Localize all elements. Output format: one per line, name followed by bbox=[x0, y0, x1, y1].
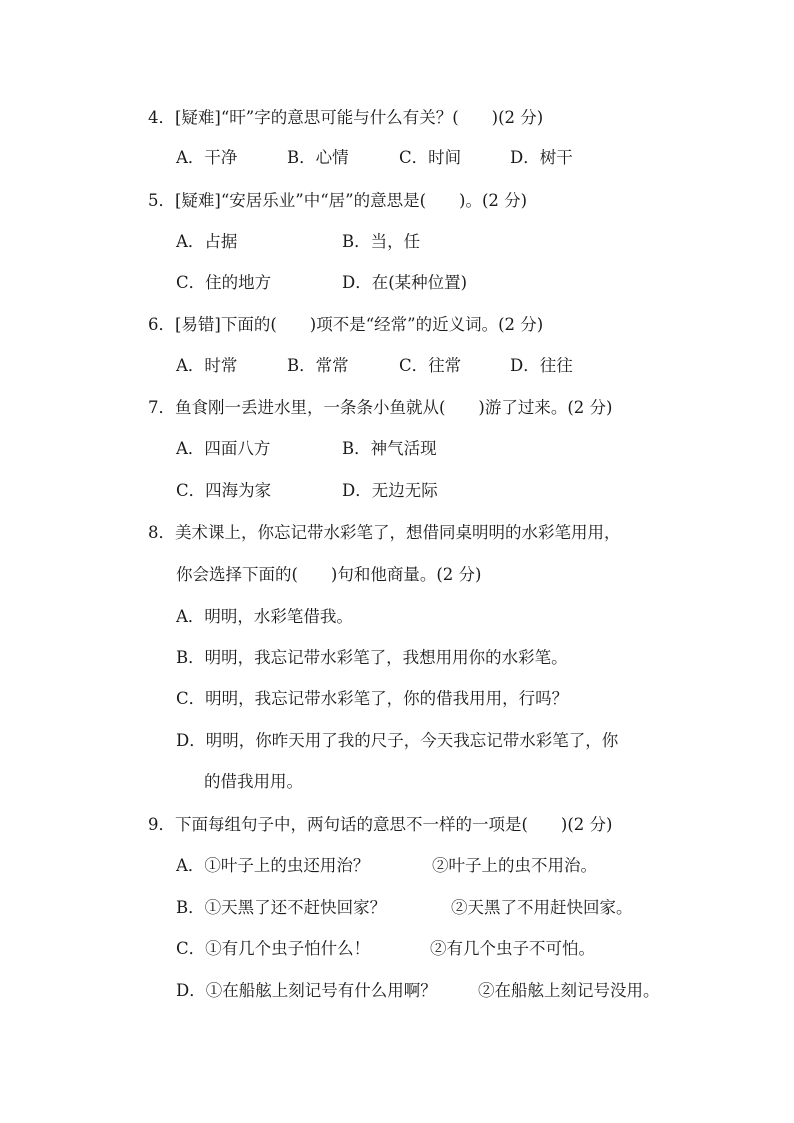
question-7-option-d: D．无边无际 bbox=[342, 481, 438, 500]
question-9-option-d-first: D．①在船舷上刻记号有什么用啊？ bbox=[176, 981, 437, 1000]
question-9-option-d-second: ②在船舷上刻记号没用。 bbox=[478, 981, 660, 1000]
question-8-stem-line2: 你会选择下面的( )句和他商量。(2 分) bbox=[176, 565, 482, 584]
question-5-option-a: A．占据 bbox=[176, 232, 238, 251]
question-8-option-a: A．明明，水彩笔借我。 bbox=[176, 607, 353, 626]
question-4-stem: 4．[疑难]“旰”字的意思可能与什么有关？( )(2 分) bbox=[148, 108, 544, 127]
question-4-option-d: D．树干 bbox=[510, 148, 573, 167]
question-9-option-c-first: C．①有几个虫子怕什么！ bbox=[176, 939, 371, 958]
question-9-stem: 9．下面每组句子中，两句话的意思不一样的一项是( )(2 分) bbox=[148, 815, 613, 834]
question-6-option-c: C．往常 bbox=[399, 356, 462, 375]
question-6-stem: 6．[易错]下面的( )项不是“经常”的近义词。(2 分) bbox=[148, 315, 544, 334]
question-9-option-a-first: A．①叶子上的虫还用治？ bbox=[176, 856, 370, 875]
question-6-option-d: D．往往 bbox=[510, 356, 573, 375]
question-8-option-c: C．明明，我忘记带水彩笔了，你的借我用用，行吗？ bbox=[176, 689, 569, 708]
question-9-option-a-second: ②叶子上的虫不用治。 bbox=[432, 856, 597, 875]
question-5-stem: 5．[疑难]“安居乐业”中“居”的意思是( )。(2 分) bbox=[148, 191, 528, 210]
question-4-option-c: C．时间 bbox=[399, 148, 462, 167]
question-5-option-b: B．当，任 bbox=[342, 232, 421, 251]
question-8-stem-line1: 8．美术课上，你忘记带水彩笔了，想借同桌明明的水彩笔用用， bbox=[148, 523, 621, 542]
question-8-option-b: B．明明，我忘记带水彩笔了，我想用用你的水彩笔。 bbox=[176, 648, 568, 667]
question-4-option-a: A．干净 bbox=[176, 148, 238, 167]
question-7-option-b: B．神气活现 bbox=[342, 439, 437, 458]
question-5-option-c: C．住的地方 bbox=[176, 273, 272, 292]
question-9-option-b-first: B．①天黑了还不赶快回家？ bbox=[176, 898, 387, 917]
question-4-option-b: B．心情 bbox=[287, 148, 349, 167]
question-8-option-d-continued: 的借我用用。 bbox=[204, 772, 303, 791]
question-9-option-c-second: ②有几个虫子不可怕。 bbox=[430, 939, 595, 958]
question-8-option-d: D．明明，你昨天用了我的尺子，今天我忘记带水彩笔了，你 bbox=[176, 731, 619, 750]
question-7-option-a: A．四面八方 bbox=[176, 439, 271, 458]
question-6-option-a: A．时常 bbox=[176, 356, 238, 375]
question-7-option-c: C．四海为家 bbox=[176, 481, 272, 500]
question-7-stem: 7．鱼食刚一丢进水里，一条条小鱼就从( )游了过来。(2 分) bbox=[148, 398, 613, 417]
question-6-option-b: B．常常 bbox=[287, 356, 349, 375]
question-5-option-d: D．在(某种位置) bbox=[342, 273, 468, 292]
question-9-option-b-second: ②天黑了不用赶快回家。 bbox=[451, 898, 633, 917]
